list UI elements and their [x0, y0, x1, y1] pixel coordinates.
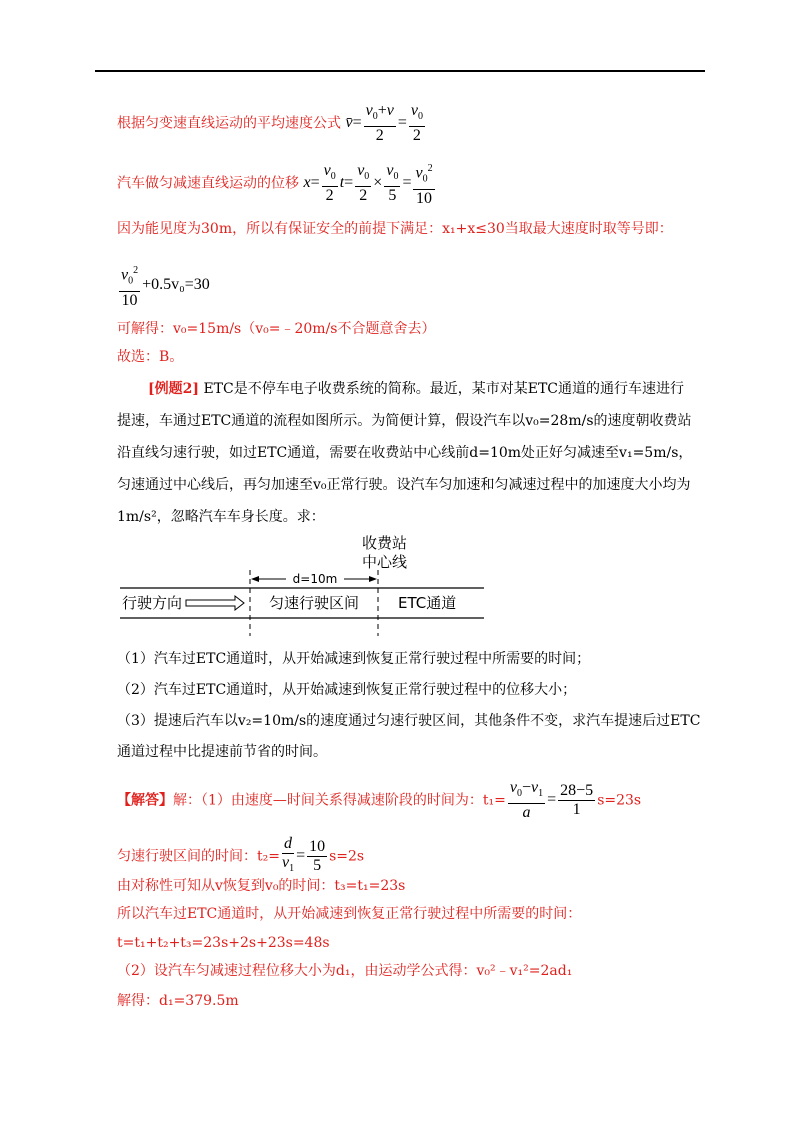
formula-line-average-velocity	[117, 102, 427, 145]
example-line-2: 提速，车通过ETC通道的流程如图所示。为简便计算，假设汽车以v₀=28m/s的速度朝收费站	[117, 413, 692, 429]
equation-rest: +0.5v₀=30	[142, 276, 210, 294]
header-rule	[95, 70, 705, 72]
example-label: [例题2]	[148, 381, 199, 397]
formula-average-velocity: v̄= $\frac{v_0+v}{2}$ = $\frac{v_0}{2}$	[345, 102, 423, 145]
answer-line-5: t=t₁+t₂+t₃=23s+2s+23s=48s	[117, 935, 330, 951]
answer-result-1: s=23s	[597, 792, 642, 809]
answer-line-1	[117, 779, 641, 822]
question-3-line-2: 通道过程中比提速前节省的时间。	[117, 744, 327, 760]
etc-label: ETC通道	[398, 594, 457, 612]
distance-arrowhead-left	[251, 576, 259, 582]
answer-line-2	[117, 835, 364, 878]
answer-text-1: 解：（1）由速度—时间关系得减速阶段的时间为：t₁=	[173, 792, 506, 809]
answer-line-4: 所以汽车过ETC通道时，从开始减速到恢复正常行驶过程中所需要的时间：	[117, 906, 582, 922]
text-average-velocity: 根据匀变速直线运动的平均速度公式	[117, 115, 341, 132]
equation-line	[117, 262, 210, 310]
answer-line-3: 由对称性可知从v恢复到v₀的时间：t₃=t₁=23s	[117, 878, 406, 894]
station-label-2: 中心线	[362, 553, 408, 571]
answer-result-2: s=2s	[329, 848, 365, 865]
answer-line: 故选：B。	[117, 349, 184, 365]
example-text-1: ETC是不停车电子收费系统的简称。最近，某市对某ETC通道的通行车速进行	[203, 381, 684, 397]
answer-text-2: 匀速行驶区间的时间：t₂=	[117, 848, 280, 865]
distance-label: d=10m	[292, 572, 338, 586]
question-3-line-1: （3）提速后汽车以v₂=10m/s的速度通过匀速行驶区间，其他条件不变，求汽车提速后过ETC	[117, 713, 701, 729]
zone-label: 匀速行驶区间	[268, 594, 360, 612]
example-line-5: 1m/s²，忽略汽车车身长度。求：	[117, 509, 325, 525]
answer-label: 【解答】	[117, 792, 173, 809]
example-line-4: 匀速通过中心线后，再匀加速至v₀正常行驶。设汽车匀加速和匀减速过程中的加速度大小均为	[117, 477, 691, 493]
formula-displacement: x= $\frac{v_0}{2}$ t= $\frac{v_0}{2}$ × $\frac{v_0}{5}$ = $\frac{v_0^2}{10}$	[303, 174, 436, 191]
formula-line-displacement	[117, 160, 437, 208]
condition-line: 因为能见度为30m，所以有保证安全的前提下满足：x₁+x≤30当取最大速度时取等号即：	[117, 221, 673, 237]
direction-label: 行驶方向	[122, 594, 183, 612]
distance-arrowhead-right	[369, 576, 377, 582]
direction-arrow-icon	[186, 596, 244, 610]
formula-t2: $\frac{d}{v_1}$ = $\frac{10}{5}$	[281, 835, 326, 875]
solution-line: 可解得：v₀=15m/s（v₀=﹣20m/s不合题意舍去）	[117, 321, 436, 337]
formula-t1: $\frac{v_0-v_1}{a}$ = $\frac{28-5}{1}$	[509, 779, 594, 822]
answer-line-6: （2）设汽车匀减速过程位移大小为d₁，由运动学公式得：v₀²﹣v₁²=2ad₁	[117, 963, 573, 979]
question-2: （2）汽车过ETC通道时，从开始减速到恢复正常行驶过程中的位移大小；	[117, 682, 577, 698]
answer-line-7: 解得：d₁=379.5m	[117, 993, 239, 1009]
question-1: （1）汽车过ETC通道时，从开始减速到恢复正常行驶过程中所需要的时间；	[117, 651, 591, 667]
station-label-1: 收费站	[362, 534, 408, 552]
example-line-3: 沿直线匀速行驶，如过ETC通道，需要在收费站中心线前d=10m处正好匀减速至v₁=5m/s，	[117, 445, 693, 461]
text-displacement: 汽车做匀减速直线运动的位移	[117, 175, 299, 192]
etc-diagram	[110, 532, 490, 637]
example-line-1	[148, 380, 684, 398]
formula-equation: $\frac{v_0^2}{10}$ +0.5v₀=30	[117, 276, 210, 293]
